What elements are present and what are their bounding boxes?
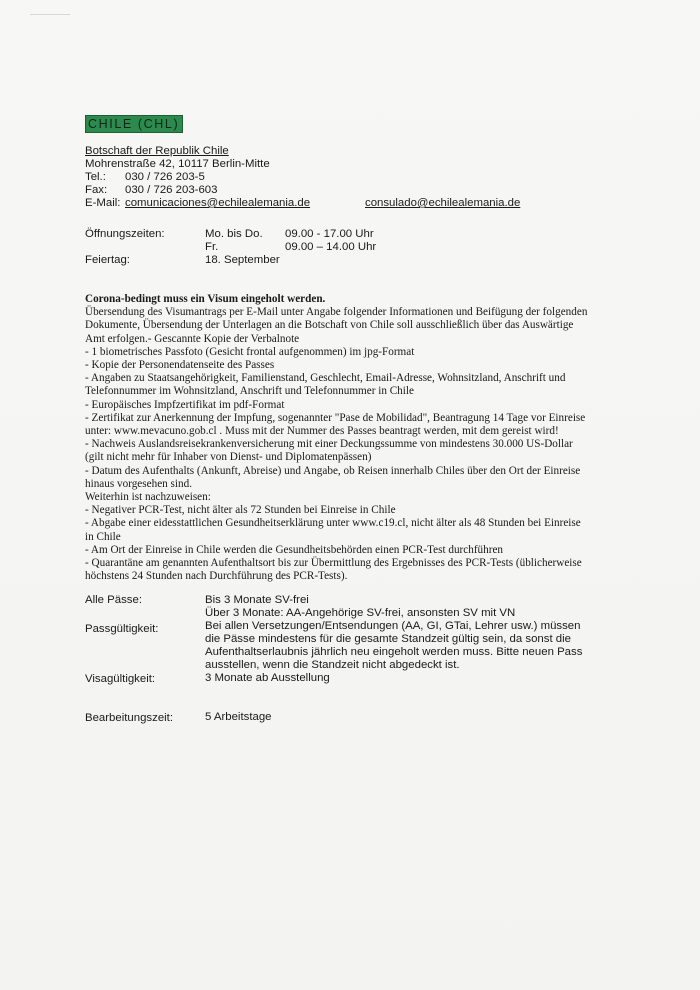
corona-line: - Angaben zu Staatsangehörigkeit, Familienstand, Geschlecht, Email-Adresse, Wohnsitzland, Anschrift und bbox=[85, 372, 566, 385]
passes-line2: Über 3 Monate: AA-Angehörige SV-frei, ansonsten SV mit VN bbox=[205, 607, 516, 619]
hours-row2-days: Fr. bbox=[205, 241, 219, 253]
passes-line1: Bis 3 Monate SV-frei bbox=[205, 594, 309, 606]
corona-line: Dokumente, Übersendung der Unterlagen an die Botschaft von Chile soll ausschließlich über das Auswärtige bbox=[85, 319, 574, 332]
corona-line: - Zertifikat zur Anerkennung der Impfung, sogenannter "Pase de Mobilidad", Beantragung 14 Tage vor Einreise bbox=[85, 411, 586, 424]
corona-line: - Abgabe einer eidesstattlichen Gesundheitserklärung unter www.c19.cl, nicht älter als 48 Stunden bei Einreise bbox=[85, 517, 581, 530]
pass-validity-line: die Pässe mindestens für die gesamte Standzeit gültig sein, da sonst die bbox=[205, 633, 571, 645]
corona-line: höchstens 24 Stunden nach Durchführung des PCR-Tests). bbox=[85, 570, 348, 583]
corona-line: (gilt nicht mehr für Inhaber von Dienst- und Diplomatenpässen) bbox=[85, 451, 372, 464]
email-label: E-Mail: bbox=[85, 197, 121, 209]
corona-section bbox=[85, 293, 605, 583]
tel-value: 030 / 726 203-5 bbox=[125, 171, 205, 183]
pass-validity-label: Passgültigkeit: bbox=[85, 623, 159, 635]
corona-line: - 1 biometrisches Passfoto (Gesicht frontal aufgenommen) im jpg-Format bbox=[85, 345, 415, 358]
corona-heading: Corona-bedingt muss ein Visum eingeholt werden. bbox=[85, 293, 326, 305]
email-link-consulate[interactable]: consulado@echilealemania.de bbox=[365, 197, 521, 209]
corona-line: - Europäisches Impfzertifikat im pdf-Format bbox=[85, 398, 285, 411]
hours-row1-days: Mo. bis Do. bbox=[205, 228, 263, 240]
hours-label: Öffnungszeiten: bbox=[85, 228, 165, 240]
embassy-address: Mohrenstraße 42, 10117 Berlin-Mitte bbox=[85, 158, 270, 170]
corona-line: - Negativer PCR-Test, nicht älter als 72 Stunden bei Einreise in Chile bbox=[85, 504, 396, 517]
processing-value: 5 Arbeitstage bbox=[205, 711, 272, 723]
tel-label: Tel.: bbox=[85, 171, 106, 183]
visa-validity-label: Visagültigkeit: bbox=[85, 673, 156, 685]
processing-label: Bearbeitungszeit: bbox=[85, 712, 174, 724]
corona-line: in Chile bbox=[85, 530, 121, 543]
fax-label: Fax: bbox=[85, 184, 108, 196]
scan-mark bbox=[30, 14, 70, 15]
corona-line: hinaus vorgesehen sind. bbox=[85, 477, 192, 490]
visa-validity-value: 3 Monate ab Ausstellung bbox=[205, 672, 330, 684]
corona-line: - Datum des Aufenthalts (Ankunft, Abreise) und Angabe, ob Reisen innerhalb Chiles über den Ort der Einreise bbox=[85, 464, 581, 477]
passes-label: Alle Pässe: bbox=[85, 594, 142, 606]
corona-line: Amt erfolgen.- Gescannte Kopie der Verbalnote bbox=[85, 332, 300, 345]
email-link-communications[interactable]: comunicaciones@echilealemania.de bbox=[125, 197, 311, 209]
corona-line: Weiterhin ist nachzuweisen: bbox=[85, 491, 211, 504]
country-tag: CHILE (CHL) bbox=[85, 115, 183, 133]
embassy-name: Botschaft der Republik Chile bbox=[85, 145, 229, 157]
corona-line: - Nachweis Auslandsreisekrankenversicherung mit einer Deckungssumme von mindestens 30.000 US-Dollar bbox=[85, 438, 573, 451]
corona-line: - Kopie der Personendatenseite des Passes bbox=[85, 359, 275, 372]
fax-value: 030 / 726 203-603 bbox=[125, 184, 218, 196]
corona-line: unter: www.mevacuno.gob.cl . Muss mit der Nummer des Passes beantragt werden, mit dem gereist wird! bbox=[85, 425, 559, 438]
hours-row1-time: 09.00 - 17.00 Uhr bbox=[285, 228, 374, 240]
corona-line: - Am Ort der Einreise in Chile werden die Gesundheitsbehörden einen PCR-Test durchführen bbox=[85, 543, 504, 556]
pass-validity-line: Aufenthaltserlaubnis jährlich neu eingeholt werden muss. Bitte neuen Pass bbox=[205, 646, 583, 658]
pass-validity-line: Bei allen Versetzungen/Entsendungen (AA, GI, GTai, Lehrer usw.) müssen bbox=[205, 620, 581, 632]
corona-line: - Quarantäne am genannten Aufenthaltsort bis zur Übermittlung des Ergebnisses des PCR-Tests (üblicherweise bbox=[85, 557, 582, 570]
holiday-value: 18. September bbox=[205, 254, 280, 266]
holiday-label: Feiertag: bbox=[85, 254, 130, 266]
corona-line: Übersendung des Visumantrags per E-Mail unter Angabe folgender Informationen und Beifügung der folgenden bbox=[85, 306, 588, 319]
hours-row2-time: 09.00 – 14.00 Uhr bbox=[285, 241, 377, 253]
corona-line: Telefonnummer im Wohnsitzland, Anschrift und Telefonnummer in Chile bbox=[85, 385, 414, 398]
pass-validity-line: ausstellen, wenn die Standzeit nicht abgedeckt ist. bbox=[205, 659, 460, 671]
